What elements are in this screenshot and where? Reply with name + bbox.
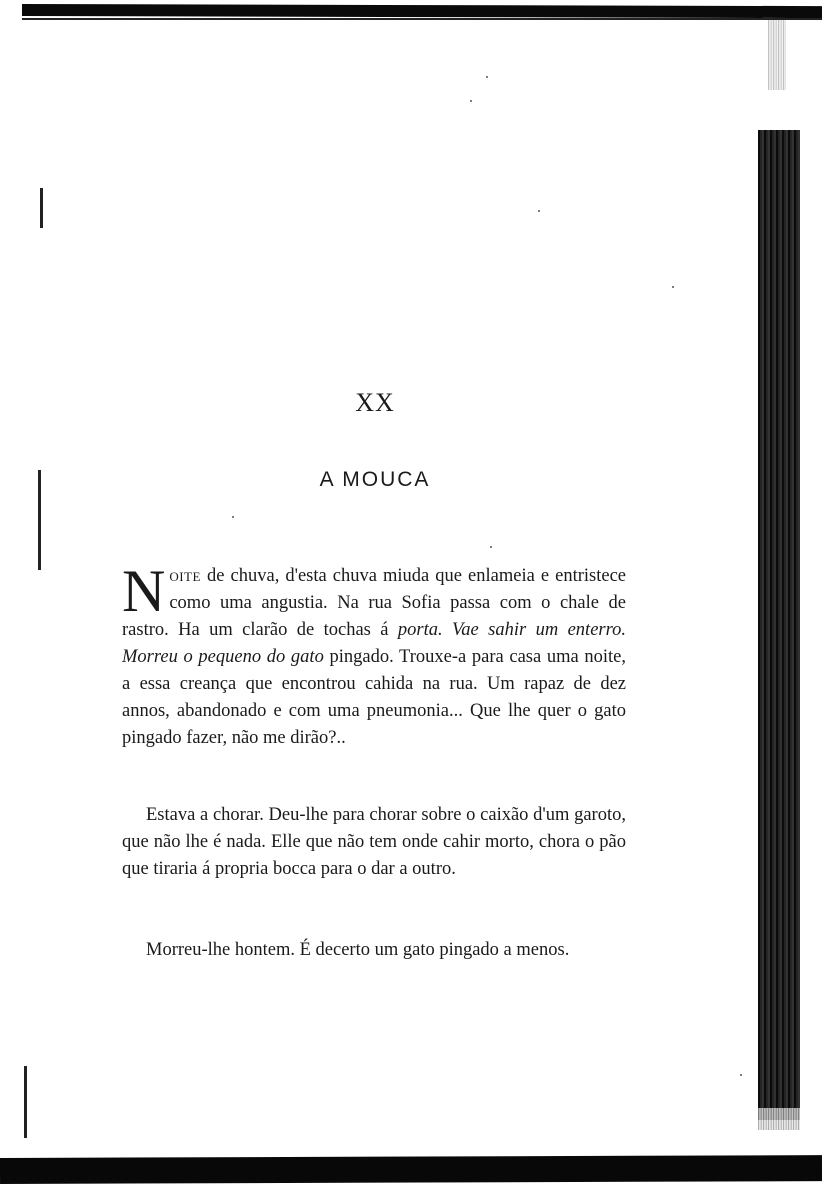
scan-speck <box>232 516 234 518</box>
scan-speck <box>490 546 492 548</box>
lead-small-caps: oite <box>169 566 201 586</box>
paragraph-1-italic: porta. Vae sahir um enterro. Morreu o pequeno do gato <box>122 620 626 667</box>
scan-right-edge-bottom <box>758 1108 800 1130</box>
scan-left-mark-bottom <box>24 1066 27 1138</box>
paragraph-1-text-before-italic: de chuva, d'esta chuva miuda que enlameia e entristece como uma angustia. Na rua Sofia passa com o chale de rastro. Ha um clarão de tochas á <box>122 566 626 640</box>
scan-right-edge-top <box>768 20 786 90</box>
scan-left-mark-middle <box>38 470 41 570</box>
paragraph-3: Morreu-lhe hontem. É decerto um gato pingado a menos. <box>146 940 570 960</box>
scan-right-edge <box>758 130 800 1120</box>
scan-speck <box>538 210 540 212</box>
scan-speck <box>740 1074 742 1076</box>
scan-speck <box>470 100 472 102</box>
paragraph-1-text-after-italic: pingado. Trouxe-a para casa uma noite, a essa creança que encontrou cahida na rua. Um rapaz de dez annos, abandonado e com uma pneumonia... Que lhe quer o gato pingado fazer, não me dirão?.. <box>122 647 626 748</box>
drop-cap: N <box>122 558 166 624</box>
chapter-title: A MOUCA <box>319 468 431 491</box>
scan-speck <box>486 76 488 78</box>
scan-top-border-line <box>22 18 822 20</box>
scan-left-mark-top <box>40 188 43 228</box>
scan-bottom-border <box>0 1155 822 1184</box>
chapter-number: XX <box>355 388 395 417</box>
paragraph-2: Estava a chorar. Deu-lhe para chorar sobre o caixão d'um garoto, que não lhe é nada. Elle que não tem onde cahir morto, chora o pão que tiraria á propria bocca para o dar a outro. <box>122 805 626 879</box>
paragraph-1 <box>122 558 626 752</box>
scan-speck <box>672 286 674 288</box>
scan-top-border <box>22 4 822 18</box>
